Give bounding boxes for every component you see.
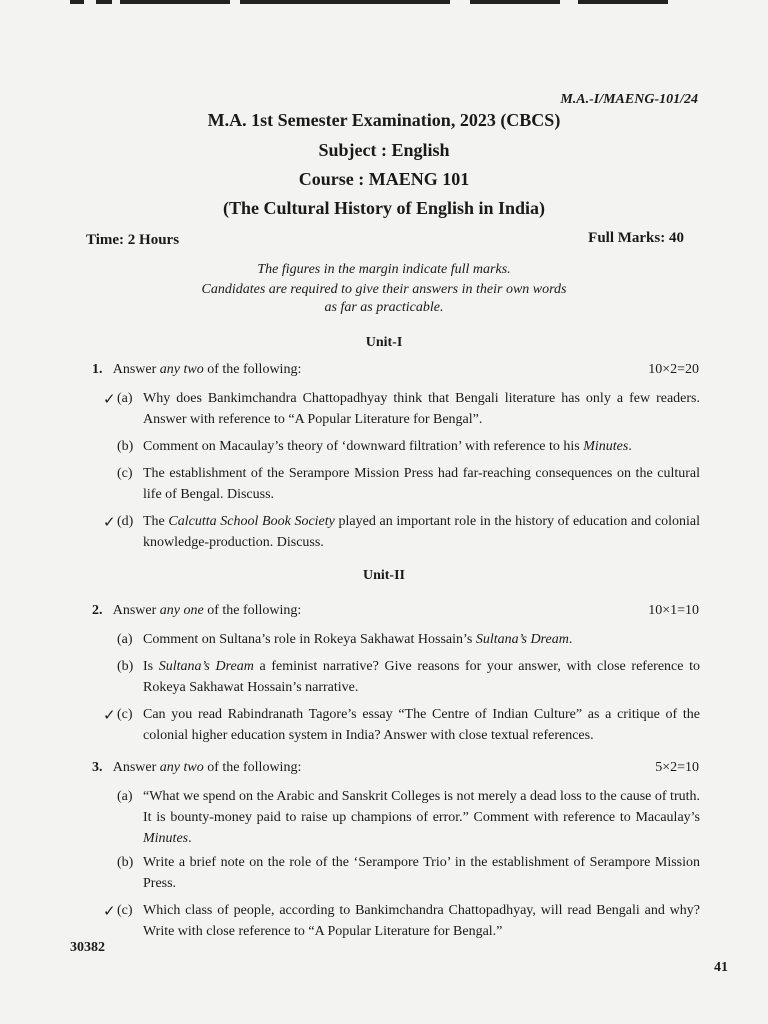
subquestion (117, 786, 700, 849)
subquestion (117, 629, 700, 650)
page-number: 41 (714, 960, 728, 975)
subquestion-text: Can you read Rabindranath Tagore’s essay “The Centre of Indian Culture” as a critique of the colonial higher education system in India? Answer with close textual references. (143, 707, 700, 743)
subquestion-text: The establishment of the Serampore Mission Press had far-reaching consequences on the cultural life of Bengal. Discuss. (143, 466, 700, 502)
subquestion-label: (a) (117, 632, 133, 647)
question-text: Answer (112, 362, 160, 377)
unit-heading: Unit-I (365, 335, 403, 350)
subquestion (117, 388, 700, 430)
question-marks: 5×2=10 (655, 760, 699, 775)
subquestion-text: a feminist narrative? Give reasons for your answer, with close reference to Rokeya Sakhawat Hossain’s narrative. (143, 659, 700, 695)
subquestion-label: (b) (117, 439, 134, 454)
subquestion-text: Comment on Macaulay’s theory of ‘downward filtration’ with reference to his (143, 439, 584, 454)
subquestion-text: Is (143, 659, 159, 674)
question-text: Answer (112, 603, 160, 618)
question-number: 1. (92, 362, 103, 377)
question-text: Answer (112, 760, 160, 775)
question-text: of the following: (203, 760, 302, 775)
subquestion (117, 463, 700, 505)
subquestion-text: . (188, 831, 192, 846)
subquestion-text: Comment on Sultana’s role in Rokeya Sakhawat Hossain’s (143, 632, 476, 647)
subquestion-text: “What we spend on the Arabic and Sanskrit Colleges is not merely a dead loss to the cause of truth. It is bounty-money paid to raise up champions of error.” Comment with reference to Macaulay’s (143, 789, 700, 825)
top-scan-edge (0, 0, 768, 8)
subquestion (117, 900, 700, 942)
question-emphasis: any two (159, 760, 204, 775)
subquestion-label: (b) (117, 659, 134, 674)
booklet-code: 30382 (70, 940, 105, 955)
subquestion-label: (c) (117, 707, 133, 722)
question-1 (92, 362, 699, 378)
question-3 (92, 760, 699, 776)
subquestion-emphasis: Sultana’s Dream (475, 632, 569, 647)
question-emphasis: any one (159, 603, 204, 618)
subquestion-emphasis: Minutes (143, 831, 189, 846)
question-2 (92, 603, 699, 619)
subject-line: Subject : English (318, 140, 450, 160)
course-line: Course : MAENG 101 (298, 169, 470, 189)
check-mark-icon: ✓ (103, 902, 116, 920)
question-text: of the following: (203, 362, 302, 377)
subquestion-text: . (628, 439, 632, 454)
subquestion-text: Which class of people, according to Bankimchandra Chattopadhyay, will read Bengali and why? Write with close reference to “A Popular Literature for Bengal.” (143, 903, 700, 939)
subquestion-label: (c) (117, 903, 133, 918)
full-marks: Full Marks: 40 (588, 230, 684, 246)
unit-heading: Unit-II (362, 568, 405, 583)
check-mark-icon: ✓ (103, 513, 116, 531)
question-marks: 10×1=10 (648, 603, 699, 618)
instruction-line: Candidates are required to give their answers in their own words (201, 282, 567, 297)
subquestion (117, 436, 700, 457)
question-text: of the following: (203, 603, 302, 618)
check-mark-icon: ✓ (103, 390, 116, 408)
question-number: 2. (92, 603, 103, 618)
exam-title: M.A. 1st Semester Examination, 2023 (CBCS) (207, 110, 561, 130)
subquestion (117, 704, 700, 746)
question-emphasis: any two (159, 362, 204, 377)
subquestion-text: . (568, 632, 573, 647)
subquestion-label: (b) (117, 855, 134, 870)
subquestion-text: The (143, 514, 169, 529)
subquestion (117, 511, 700, 553)
subquestion-text: Write a brief note on the role of the ‘Serampore Trio’ in the establishment of Serampore Mission Press. (143, 855, 700, 891)
question-number: 3. (92, 760, 103, 775)
paper-title: (The Cultural History of English in India) (222, 198, 546, 218)
subquestion-label: (a) (117, 391, 133, 406)
subquestion (117, 656, 700, 698)
time-allowed: Time: 2 Hours (86, 232, 180, 248)
subquestion-label: (c) (117, 466, 133, 481)
subquestion-text: Why does Bankimchandra Chattopadhyay think that Bengali literature has only a few readers. Answer with reference to “A Popular Literature for Bengal”. (143, 391, 700, 427)
subquestion-label: (d) (117, 514, 134, 529)
instruction-line: The figures in the margin indicate full marks. (257, 262, 511, 277)
subquestion-emphasis: Sultana’s Dream (158, 659, 254, 674)
subquestion-label: (a) (117, 789, 133, 804)
subquestion-text: played an important role in the history of education and colonial knowledge-production. Discuss. (143, 514, 700, 550)
instruction-line: as far as practicable. (324, 300, 444, 315)
subquestion-emphasis: Calcutta School Book Society (168, 514, 335, 529)
paper-code: M.A.-I/MAENG-101/24 (560, 92, 698, 107)
check-mark-icon: ✓ (103, 706, 116, 724)
subquestion-emphasis: Minutes (583, 439, 629, 454)
subquestion (117, 852, 700, 894)
question-marks: 10×2=20 (648, 362, 699, 377)
